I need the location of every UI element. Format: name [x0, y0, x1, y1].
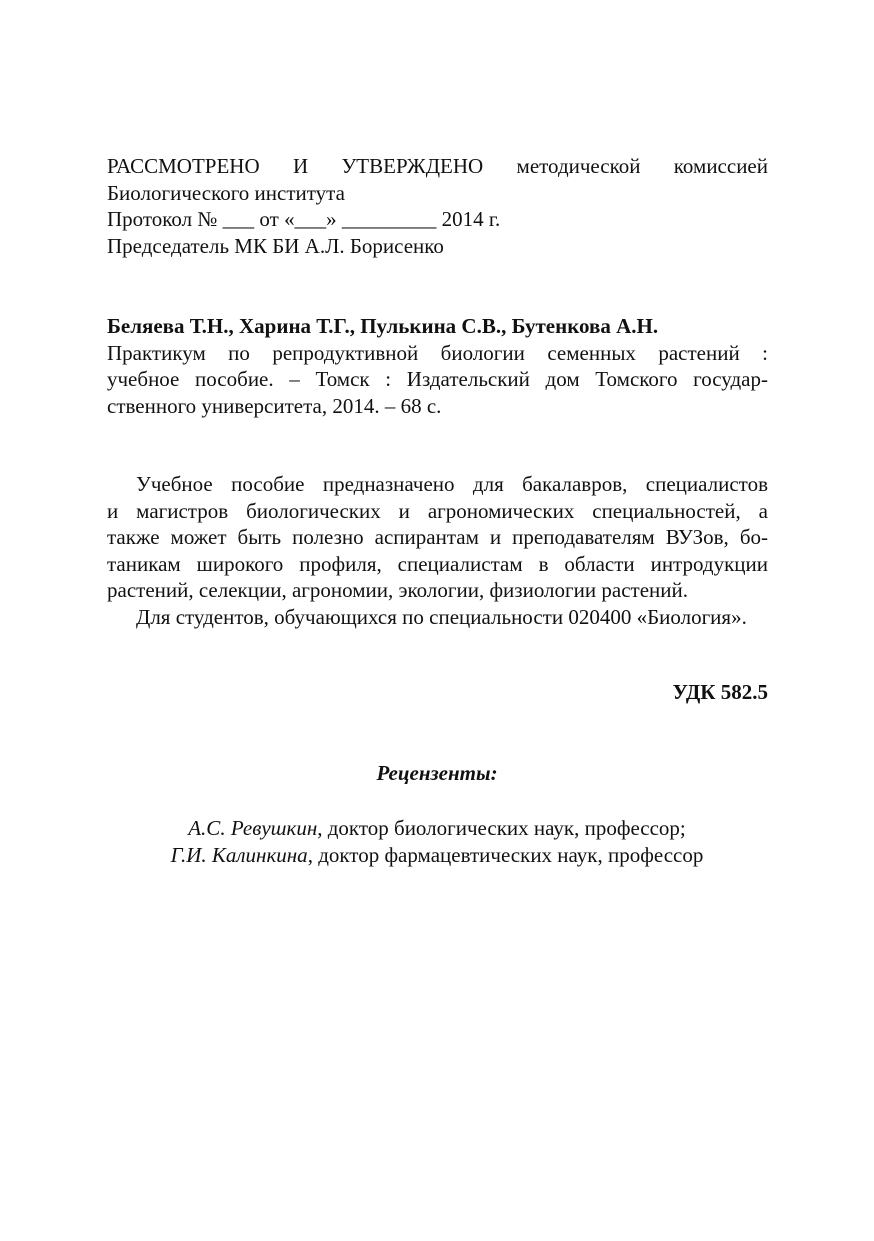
reviewers-list — [0, 815, 874, 869]
annotation-line: и магистров биологических и агрономических специальностей, а — [107, 498, 768, 523]
bibliographic-record — [107, 313, 768, 419]
book-title-line: Практикум по репродуктивной биологии семенных растений : — [107, 340, 768, 365]
chairman-line: Председатель МК БИ А.Л. Борисенко — [107, 233, 444, 258]
authors-line: Беляева Т.Н., Харина Т.Г., Пулькина С.В., Бутенкова А.Н. — [107, 314, 659, 338]
annotation-block — [107, 471, 768, 630]
protocol-line: Протокол № ___ от «___» _________ 2014 г. — [107, 207, 501, 231]
reviewers-heading: Рецензенты: — [376, 761, 498, 785]
reviewer-item — [0, 842, 874, 869]
audience-line: Для студентов, обучающихся по специальности 020400 «Биология». — [136, 604, 747, 629]
reviewer-description: , доктор биологических наук, профессор; — [317, 816, 686, 840]
reviewer-item — [0, 815, 874, 842]
reviewer-name: Г.И. Калинкина — [170, 843, 308, 867]
reviewer-description: , доктор фармацевтических наук, профессор — [307, 843, 704, 867]
annotation-line: растений, селекции, агрономии, экологии, физиологии растений. — [107, 578, 688, 602]
approval-line: РАССМОТРЕНО И УТВЕРЖДЕНО методической комиссией — [107, 154, 768, 178]
approval-line: Биологического института — [107, 180, 345, 205]
publisher-line: ственного университета, 2014. – 68 с. — [107, 393, 442, 418]
reviewer-name: А.С. Ревушкин — [188, 816, 318, 840]
approval-block — [107, 153, 768, 259]
annotation-line: таникам широкого профиля, специалистам в области интродукции — [107, 551, 768, 576]
publisher-line: учебное пособие. – Томск : Издательский дом Томского государ- — [107, 367, 768, 391]
annotation-line: Учебное пособие предназначено для бакалавров, специалистов — [136, 472, 768, 496]
udk-code: УДК 582.5 — [672, 680, 768, 704]
annotation-line: также может быть полезно аспирантам и преподавателям ВУЗов, бо- — [107, 525, 768, 549]
